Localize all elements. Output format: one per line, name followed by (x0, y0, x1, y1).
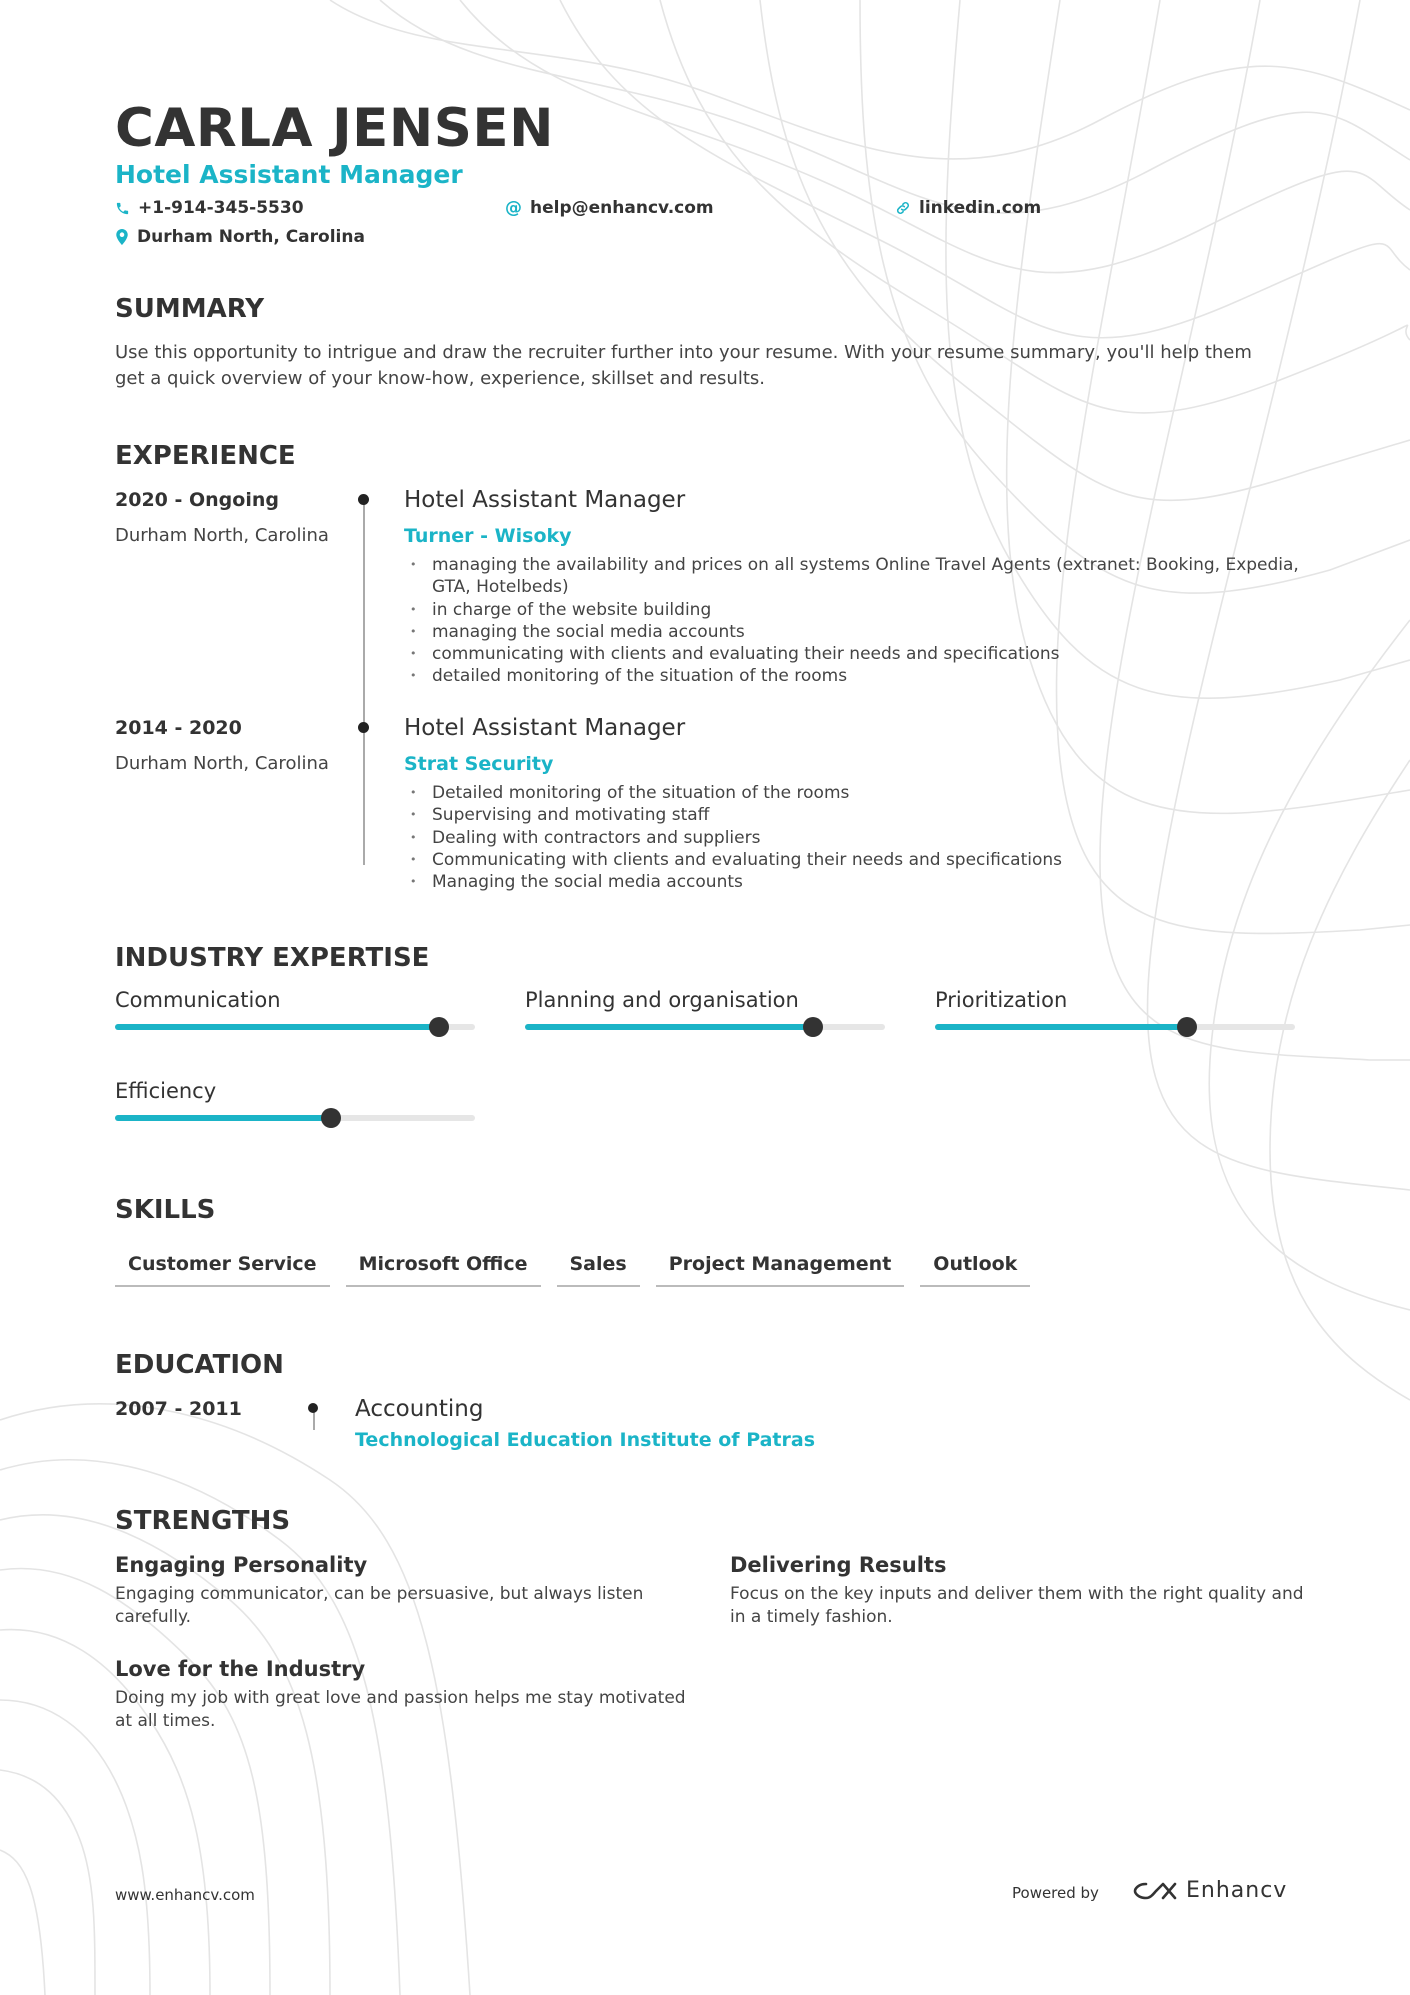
expertise-bar-fill (115, 1115, 331, 1121)
skill-tag: Sales (557, 1253, 640, 1287)
job-bullets (404, 782, 1304, 893)
footer-brand-logo[interactable] (1132, 1878, 1287, 1903)
strength-item (115, 1553, 695, 1628)
strength-title: Love for the Industry (115, 1657, 366, 1681)
expertise-item (935, 988, 1295, 1030)
skill-tag: Project Management (656, 1253, 905, 1287)
expertise-bar (525, 1024, 885, 1030)
enhancv-logo-icon (1132, 1879, 1178, 1903)
timeline-dot (308, 1403, 318, 1413)
expertise-bar-fill (115, 1024, 439, 1030)
strength-title: Delivering Results (730, 1553, 947, 1577)
expertise-bar-knob (1177, 1017, 1197, 1037)
skill-tag: Customer Service (115, 1253, 330, 1287)
job-bullet: • Communicating with clients and evaluating their needs and specifications (404, 849, 1304, 871)
candidate-title: Hotel Assistant Manager (115, 160, 463, 189)
expertise-bar-knob (429, 1017, 449, 1037)
experience-timeline-line (363, 500, 365, 865)
phone-text: +1-914-345-5530 (138, 198, 304, 218)
linkedin-contact[interactable] (895, 198, 1041, 218)
at-icon: @ (505, 198, 522, 218)
link-icon (895, 200, 911, 216)
job-company: Strat Security (404, 753, 554, 775)
expertise-bar-fill (935, 1024, 1187, 1030)
education-dates: 2007 - 2011 (115, 1398, 242, 1420)
linkedin-text: linkedin.com (919, 198, 1042, 218)
expertise-label: Efficiency (115, 1079, 217, 1103)
job-bullets (404, 554, 1304, 688)
job-bullet: • Detailed monitoring of the situation of the rooms (404, 782, 1304, 804)
expertise-item (115, 1079, 475, 1121)
footer-powered-by: Powered by (1012, 1884, 1099, 1902)
location-pin-icon (115, 229, 129, 245)
strength-item (730, 1553, 1310, 1628)
skills-list (115, 1253, 1030, 1287)
expertise-bar-fill (525, 1024, 813, 1030)
education-degree: Accounting (355, 1396, 484, 1422)
expertise-bar-knob (803, 1017, 823, 1037)
expertise-label: Prioritization (935, 988, 1068, 1012)
email-text: help@enhancv.com (530, 198, 714, 218)
job-bullet: • Managing the social media accounts (404, 871, 1304, 893)
job-dates: 2020 - Ongoing (115, 489, 279, 511)
footer-brand-name: Enhancv (1186, 1878, 1288, 1903)
experience-heading: EXPERIENCE (115, 441, 296, 471)
summary-heading: SUMMARY (115, 294, 265, 324)
expertise-item (115, 988, 475, 1030)
job-role: Hotel Assistant Manager (404, 487, 686, 513)
education-heading: EDUCATION (115, 1350, 284, 1380)
candidate-name: CARLA JENSEN (115, 98, 554, 159)
job-bullet: • managing the social media accounts (404, 621, 1304, 643)
expertise-bar (115, 1115, 475, 1121)
job-bullet: • communicating with clients and evaluating their needs and specifications (404, 643, 1304, 665)
expertise-bar-knob (321, 1108, 341, 1128)
job-dates: 2014 - 2020 (115, 717, 242, 739)
location-contact (115, 227, 365, 247)
expertise-item (525, 988, 885, 1030)
job-bullet: • Supervising and motivating staff (404, 804, 1304, 826)
strength-item (115, 1657, 695, 1732)
strength-desc: Focus on the key inputs and deliver them with the right quality and in a timely fashion. (730, 1584, 1304, 1627)
email-contact[interactable] (505, 198, 714, 218)
skills-heading: SKILLS (115, 1195, 216, 1225)
job-role: Hotel Assistant Manager (404, 715, 686, 741)
job-location: Durham North, Carolina (115, 753, 329, 774)
skill-tag: Outlook (920, 1253, 1030, 1287)
strength-title: Engaging Personality (115, 1553, 368, 1577)
phone-contact[interactable] (115, 198, 304, 218)
expertise-bar (115, 1024, 475, 1030)
summary-text: Use this opportunity to intrigue and draw the recruiter further into your resume. With your resume summary, you'll help them get a quick overview of your know-how, experience, skillset and results. (115, 342, 1252, 389)
location-text: Durham North, Carolina (137, 227, 365, 247)
job-company: Turner - Wisoky (404, 525, 572, 547)
strengths-heading: STRENGTHS (115, 1506, 291, 1536)
job-location: Durham North, Carolina (115, 525, 329, 546)
footer-website[interactable]: www.enhancv.com (115, 1886, 255, 1904)
expertise-label: Communication (115, 988, 281, 1012)
expertise-bar (935, 1024, 1295, 1030)
strength-desc: Doing my job with great love and passion helps me stay motivated at all times. (115, 1688, 686, 1731)
timeline-dot (358, 494, 369, 505)
job-bullet: • Dealing with contractors and suppliers (404, 827, 1304, 849)
skill-tag: Microsoft Office (346, 1253, 541, 1287)
job-bullet: • managing the availability and prices on all systems Online Travel Agents (extranet: Booking, Expedia, GTA, Hotelbeds) (404, 554, 1304, 599)
job-bullet: • detailed monitoring of the situation of the rooms (404, 665, 1304, 687)
timeline-dot (358, 722, 369, 733)
expertise-heading: INDUSTRY EXPERTISE (115, 943, 430, 973)
expertise-label: Planning and organisation (525, 988, 799, 1012)
strength-desc: Engaging communicator, can be persuasive, but always listen carefully. (115, 1584, 644, 1627)
phone-icon (115, 201, 130, 216)
job-bullet: • in charge of the website building (404, 599, 1304, 621)
education-school: Technological Education Institute of Patras (355, 1429, 816, 1451)
